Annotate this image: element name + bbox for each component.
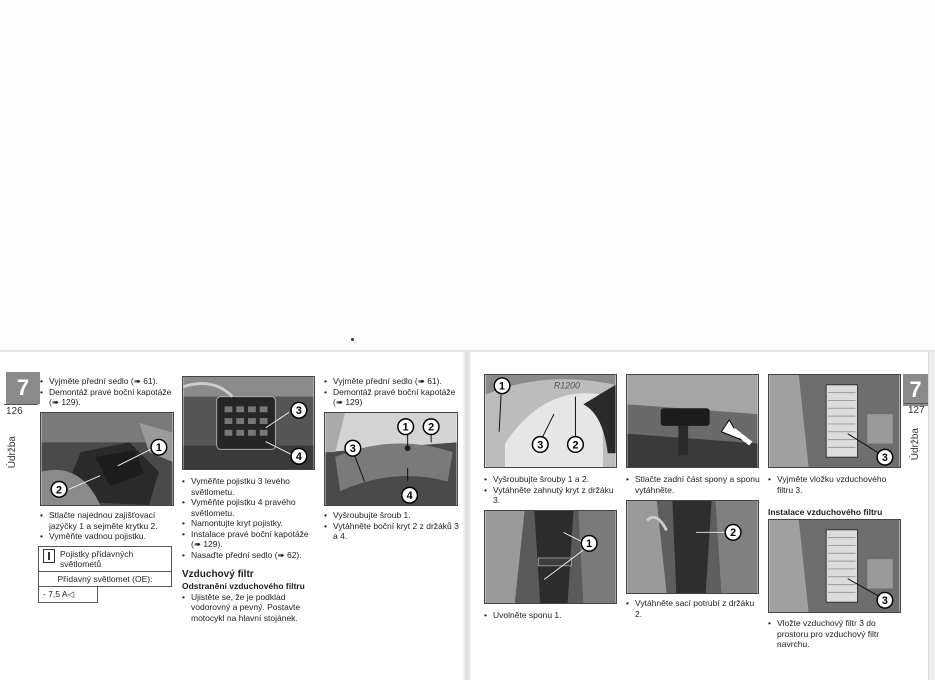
photo-intake-pipe	[626, 500, 759, 594]
instructions-left-col1-bottom	[40, 510, 175, 542]
list-item: • Vyjměte vložku vzduchového filtru 3.	[768, 474, 904, 495]
instructions-right-col3-bottom	[768, 618, 904, 650]
chapter-tab-left: 7	[6, 372, 40, 404]
instructions-left-col3-top	[324, 376, 460, 408]
callout-1: 1	[155, 442, 162, 455]
list-item: • Vyšroubujte šroub 1.	[324, 510, 460, 521]
fuse-table-title: Pojistky přídavných světlometů	[60, 549, 134, 569]
instructions-left-col2	[182, 476, 318, 623]
instructions-right-col1-bottom	[484, 610, 620, 621]
callout-2: 2	[428, 421, 435, 434]
photo-curved-cover	[484, 374, 617, 468]
list-item: • Stlačte zadní část spony a sponu vytáhněte.	[626, 474, 762, 495]
list-item: • Instalace pravé boční kapotáže (➠ 129).	[182, 529, 318, 550]
instructions-right-col3-top	[768, 474, 904, 495]
list-item: • Demontáž pravé boční kapotáže (➠ 129).	[40, 387, 175, 408]
callout-4: 4	[406, 490, 413, 503]
fuse-icon	[43, 549, 55, 563]
instructions-right-col1-top	[484, 474, 620, 506]
callout-4: 4	[295, 451, 302, 464]
photo-clamp	[484, 510, 617, 604]
callout-3: 3	[881, 595, 888, 608]
fuse-table	[38, 546, 172, 603]
page-number-left: 126	[6, 406, 23, 417]
callout-3: 3	[349, 443, 356, 456]
page-number-right: 127	[908, 405, 925, 416]
list-item: • Vložte vzduchový filtr 3 do prostoru pro vzduchový filtr navrchu.	[768, 618, 904, 650]
list-item: • Vytáhněte zahnutý kryt z držáku 3.	[484, 485, 620, 506]
photo-side-cover	[324, 412, 458, 506]
bike-model-text: R1200	[553, 380, 580, 391]
list-item: • Vytáhněte sací potrubí z držáku 2.	[626, 598, 762, 619]
list-item: • Vyjměte přední sedlo (➠ 61).	[324, 376, 460, 387]
chapter-tab-right: 7	[903, 374, 928, 406]
callout-2: 2	[572, 439, 579, 452]
photo-fuse-box	[182, 376, 315, 470]
callout-1: 1	[499, 380, 506, 393]
air-filter-subheading: Odstranění vzduchového filtru	[182, 581, 305, 591]
callout-3: 3	[881, 452, 888, 465]
list-item: • Uvolněte sponu 1.	[484, 610, 620, 621]
photo-filter-remove	[768, 374, 901, 468]
instructions-left-col3-bottom	[324, 510, 460, 542]
callout-1: 1	[402, 421, 409, 434]
photo-filter-install	[768, 519, 901, 613]
fuse-table-header	[38, 546, 172, 572]
dust-dot	[351, 338, 354, 341]
instructions-right-col2-top	[626, 474, 762, 495]
tab-rule-right	[904, 403, 928, 404]
list-item: • Vyšroubujte šrouby 1 a 2.	[484, 474, 620, 485]
list-item: • Nasaďte přední sedlo (➠ 62).	[182, 550, 318, 561]
photo-clip-arrow	[626, 374, 759, 468]
list-item: • Vyměňte vadnou pojistku.	[40, 531, 175, 542]
list-item: • Namontujte kryt pojistky.	[182, 518, 318, 529]
list-item: • Vytáhněte boční kryt 2 z držáků 3 a 4.	[324, 521, 460, 542]
list-item: • Demontáž pravé boční kapotáže (➠ 129)	[324, 387, 460, 408]
callout-3: 3	[537, 439, 544, 452]
list-item: • Ujistěte se, že je podklad vodorovný a pevný. Postavte motocykl na hlavní stojánek.	[182, 592, 318, 624]
page-right-edge	[928, 352, 935, 680]
callout-1: 1	[586, 538, 593, 551]
list-item: • Vyjměte přední sedlo (➠ 61).	[40, 376, 175, 387]
install-filter-heading: Instalace vzduchového filtru	[768, 507, 883, 517]
photo-fuse-cover	[40, 412, 174, 506]
callout-2: 2	[56, 484, 63, 497]
fuse-table-value: - 7,5 A◁	[38, 587, 98, 603]
callout-3: 3	[295, 405, 302, 418]
section-label-left: Údržba	[7, 436, 18, 469]
instructions-left-col1-top	[40, 376, 175, 408]
air-filter-heading: Vzduchový filtr	[182, 569, 254, 580]
list-item: • Stlačte najednou zajišťovací jazýčky 1 a sejměte krytku 2.	[40, 510, 175, 531]
book-gutter	[463, 352, 471, 680]
tab-rule-left	[4, 404, 38, 405]
fuse-table-row: Přídavný světlomet (OE):	[38, 572, 172, 587]
callout-2: 2	[730, 527, 737, 540]
list-item: • Vyměňte pojistku 3 levého světlometu.	[182, 476, 318, 497]
instructions-right-col2-bottom	[626, 598, 762, 619]
section-label-right: Údržba	[910, 428, 921, 461]
list-item: • Vyměňte pojistku 4 pravého světlometu.	[182, 497, 318, 518]
